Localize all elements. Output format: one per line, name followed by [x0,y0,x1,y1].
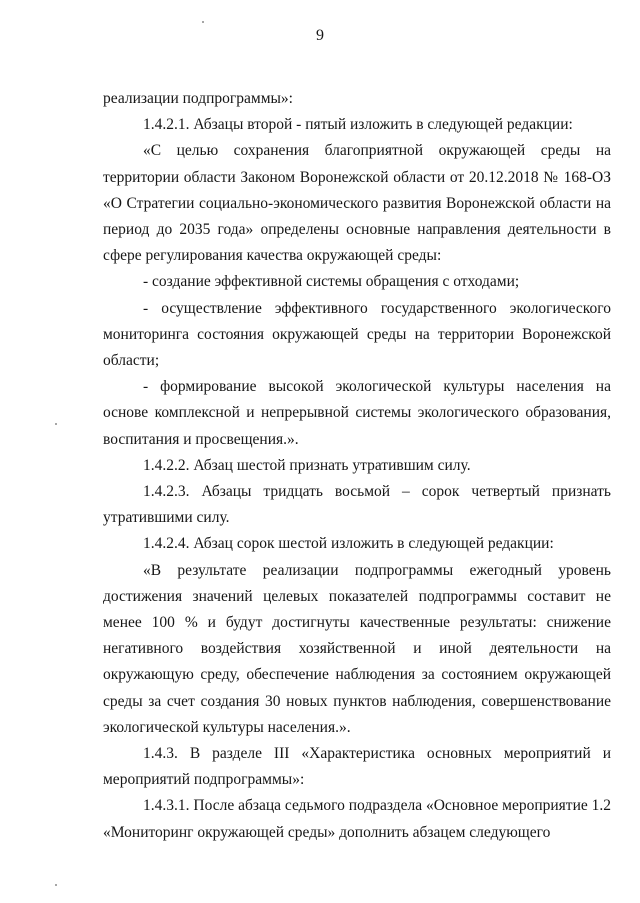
list-item-eco-culture: - формирование высокой экологической культуры населения на основе комплексной и непрерывной системы экологического образования, воспитания и просвещения.». [103,378,611,448]
list-item-monitoring: - осуществление эффективного государственного экологического мониторинга состояния окружающей среды на территории Воронежской области; [103,299,611,370]
paragraph-1-4-2-1: 1.4.2.1. Абзацы второй - пятый изложить в следующей редакции: [143,116,573,134]
paragraph-1-4-2-3: 1.4.2.3. Абзацы тридцать восьмой – сорок четвертый признать утратившими силу. [103,483,611,527]
scan-speck [55,884,57,886]
document-body [103,86,611,846]
scan-speck [202,21,204,23]
paragraph-1-4-3: 1.4.3. В разделе III «Характеристика основных мероприятий и мероприятий подпрограммы»: [103,745,611,789]
paragraph-strategy-quote: «С целью сохранения благоприятной окружающей среды на территории области Законом Воронежской области от 20.12.2018 № 168-ОЗ «О Стратегии социально-экономического развития Воронежской области на период до 2035 года» определены основные направления деятельности в сфере регулирования качества окружающей среды: [103,142,611,265]
paragraph-continuation: реализации подпрограммы»: [103,90,293,107]
paragraph-1-4-2-4: 1.4.2.4. Абзац сорок шестой изложить в следующей редакции: [143,535,554,553]
paragraph-1-4-3-1: 1.4.3.1. После абзаца седьмого подраздела «Основное мероприятие 1.2 «Мониторинг окружающей среды» дополнить абзацем следующего [103,797,611,841]
scan-speck [55,423,57,425]
list-item-waste-system: - создание эффективной системы обращения с отходами; [143,273,520,291]
page-number: 9 [316,27,324,44]
paragraph-1-4-2-2: 1.4.2.2. Абзац шестой признать утратившим силу. [143,456,471,474]
paragraph-results-quote: «В результате реализации подпрограммы ежегодный уровень достижения значений целевых показателей подпрограммы составит не менее 100 % и будут достигнуты качественные результаты: снижение негативного воздействия хозяйственной и иной деятельности на окружающую среду, обеспечение наблюдения за состоянием окружающей среды за счет создания 30 новых пунктов наблюдения, совершенствование экологической культуры населения.». [103,561,611,736]
